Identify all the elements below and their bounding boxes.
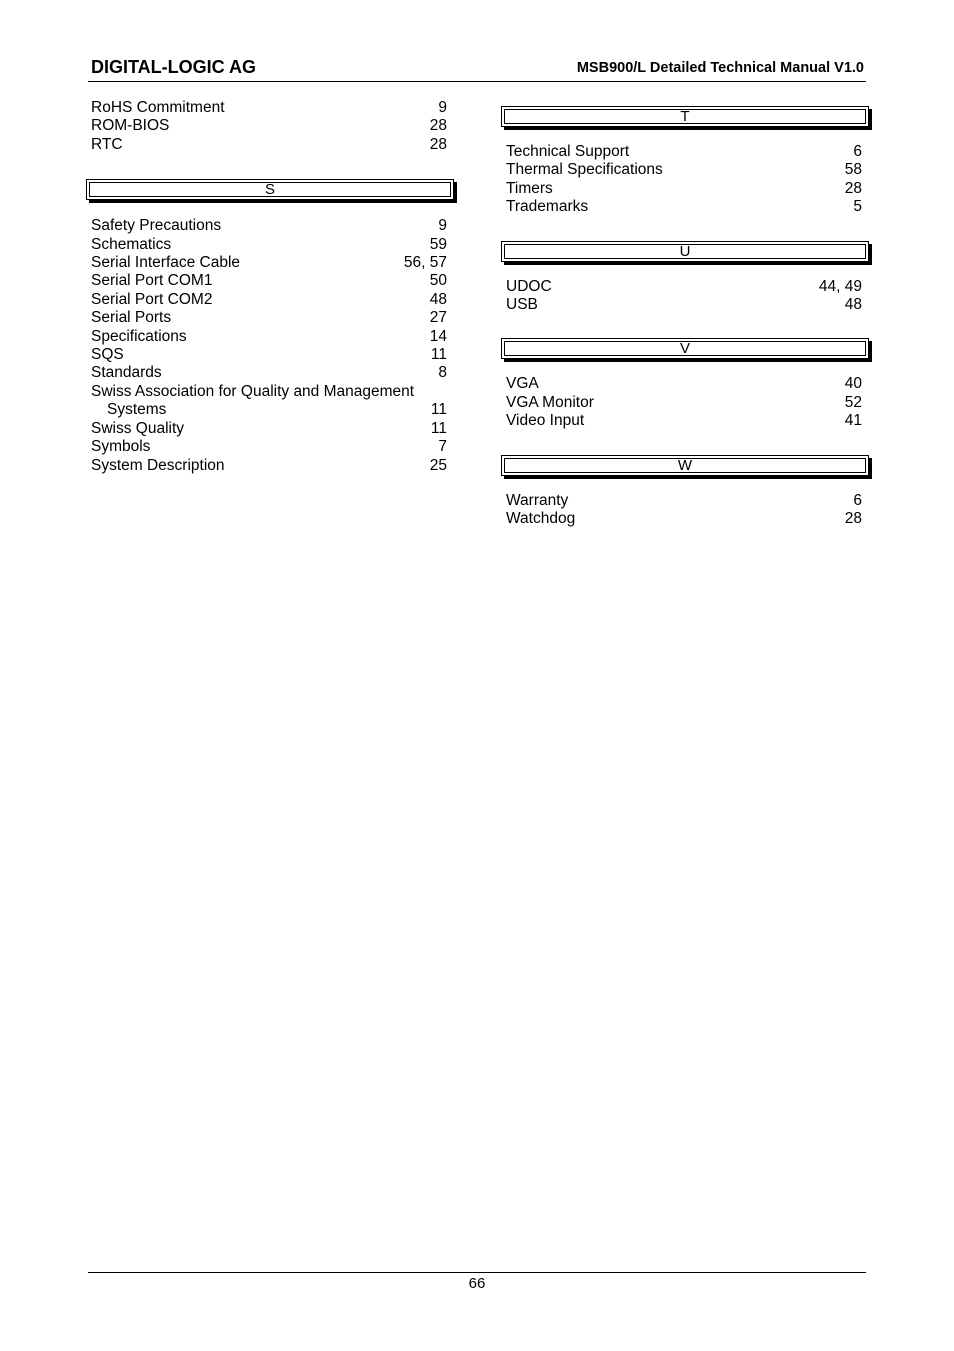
index-term: RTC [91,135,123,153]
index-term: UDOC [506,277,552,295]
index-term: Schematics [91,235,172,253]
index-entry [91,420,447,438]
index-term: Watchdog [506,510,576,528]
index-entry [91,236,447,254]
index-page: 48 [844,296,862,314]
index-page: 58 [844,161,862,179]
index-term: System Description [91,456,225,474]
index-term: Technical Support [506,143,630,160]
index-entry [91,272,447,290]
index-term: Swiss Association for Quality and Management [91,382,415,400]
index-term: Standards [91,364,162,382]
index-group-u [506,278,862,315]
index-entry [506,161,862,179]
index-page: 50 [429,272,447,290]
index-term: Thermal Specifications [506,161,663,179]
index-entry [91,438,447,456]
letter-label: W [677,456,693,474]
index-entry [506,278,862,296]
index-page: 11 [430,346,447,364]
manual-title: MSB900/L Detailed Technical Manual V1.0 [576,60,864,76]
index-term: Serial Interface Cable [91,254,241,272]
footer-divider [88,1272,866,1273]
letter-header-t [501,106,872,130]
index-entry [91,136,447,154]
letter-header-s [86,179,457,203]
index-term: Video Input [506,412,585,430]
index-page: 52 [844,393,862,411]
index-page: 6 [853,491,862,509]
index-term: VGA Monitor [506,393,594,411]
index-page: 44, 49 [818,277,862,295]
index-page: 11 [430,419,447,437]
index-term: Warranty [506,491,569,509]
index-entry [91,457,447,475]
index-page: 41 [844,412,862,430]
index-page: 25 [429,456,447,474]
index-entry [91,364,447,382]
index-term: RoHS Commitment [91,99,225,116]
index-term: Symbols [91,438,151,456]
index-entry [91,254,447,272]
letter-label: T [680,108,690,125]
index-page: 28 [429,135,447,153]
index-page: 8 [438,364,447,382]
index-page: 27 [429,309,447,327]
index-entry [506,492,862,510]
index-page: 40 [844,375,862,393]
index-column-left [91,99,447,475]
index-entry [91,117,447,135]
page-number: 66 [468,1275,486,1292]
index-term: VGA [506,375,539,393]
index-term: Trademarks [506,198,589,216]
index-page: 56, 57 [403,254,447,272]
index-term: SQS [91,346,124,364]
index-group-s [91,217,447,475]
index-column-right [506,106,862,528]
letter-label: V [679,340,690,358]
index-page: 6 [853,143,862,160]
index-entry [506,394,862,412]
index-term: USB [506,296,538,314]
index-term: Serial Ports [91,309,172,327]
index-term: Safety Precautions [91,217,222,235]
index-term: Serial Port COM1 [91,272,213,290]
index-page: 11 [430,401,447,419]
letter-header-v [501,338,872,362]
index-entry [506,198,862,216]
index-entry [506,296,862,314]
index-page: 7 [438,438,447,456]
letter-header-w [501,455,872,479]
index-entry [506,143,862,161]
index-term-continued: Systems [107,401,167,419]
letter-label: S [264,181,275,199]
index-page: 5 [853,198,862,216]
index-entry [506,510,862,528]
index-entry [91,99,447,117]
index-entry [91,383,447,420]
index-term: Specifications [91,327,187,345]
index-page: 9 [438,99,447,116]
index-entry [91,291,447,309]
letter-header-u [501,241,872,265]
index-entry [91,328,447,346]
index-group-w [506,492,862,529]
index-page: 48 [429,290,447,308]
index-entry [506,412,862,430]
index-group-v [506,375,862,430]
index-entry [91,309,447,327]
index-page: 28 [844,179,862,197]
letter-label: U [679,242,691,260]
index-page: 9 [438,217,447,235]
index-entry [91,346,447,364]
index-page: 28 [844,510,862,528]
index-term: Timers [506,179,553,197]
index-page: 28 [429,117,447,135]
index-group-t [506,143,862,217]
header-divider [88,81,866,82]
company-name: DIGITAL-LOGIC AG [91,57,256,77]
index-term: Swiss Quality [91,419,185,437]
index-entry [506,375,862,393]
index-page: 59 [429,235,447,253]
index-term: ROM-BIOS [91,117,170,135]
index-term: Serial Port COM2 [91,290,213,308]
index-entry [91,217,447,235]
index-group-r [91,99,447,154]
index-page: 14 [429,327,447,345]
index-entry [506,180,862,198]
